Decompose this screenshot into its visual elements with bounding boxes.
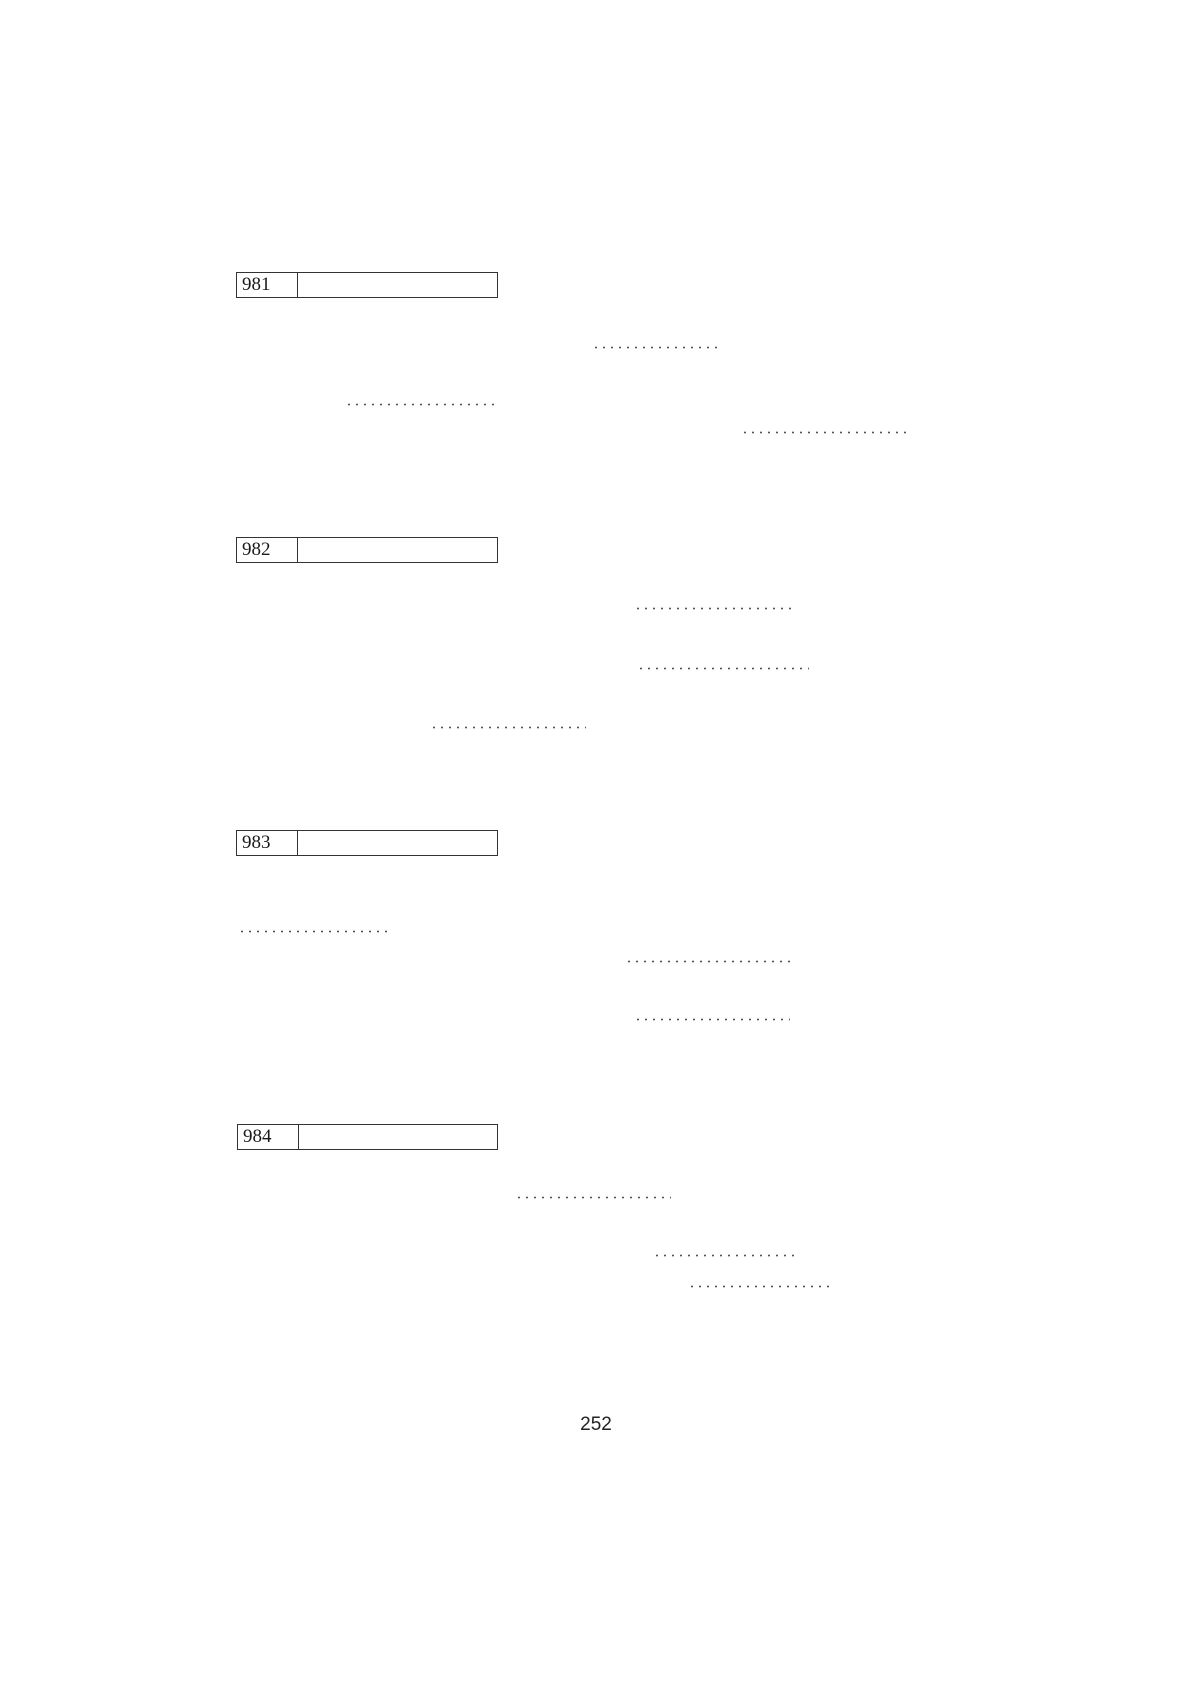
fill-in-blank[interactable] <box>688 1285 832 1288</box>
fill-in-blank[interactable] <box>592 346 720 349</box>
page-number: 252 <box>580 1414 612 1435</box>
answer-box[interactable] <box>299 1125 497 1149</box>
fill-in-blank[interactable] <box>634 1018 790 1021</box>
question-number: 983 <box>237 831 298 855</box>
fill-in-blank[interactable] <box>741 431 909 434</box>
answer-box[interactable] <box>298 273 497 297</box>
answer-box[interactable] <box>298 538 497 562</box>
fill-in-blank[interactable] <box>653 1254 797 1257</box>
question-box-982 <box>236 537 498 563</box>
question-number: 981 <box>237 273 298 297</box>
fill-in-blank[interactable] <box>634 607 794 610</box>
fill-in-blank[interactable] <box>625 960 793 963</box>
fill-in-blank[interactable] <box>238 930 390 933</box>
question-number: 982 <box>237 538 298 562</box>
question-box-983 <box>236 830 498 856</box>
fill-in-blank[interactable] <box>345 403 497 406</box>
question-box-984 <box>237 1124 498 1150</box>
question-box-981 <box>236 272 498 298</box>
fill-in-blank[interactable] <box>637 667 809 670</box>
question-number: 984 <box>238 1125 299 1149</box>
fill-in-blank[interactable] <box>430 726 586 729</box>
fill-in-blank[interactable] <box>515 1196 671 1199</box>
answer-box[interactable] <box>298 831 497 855</box>
